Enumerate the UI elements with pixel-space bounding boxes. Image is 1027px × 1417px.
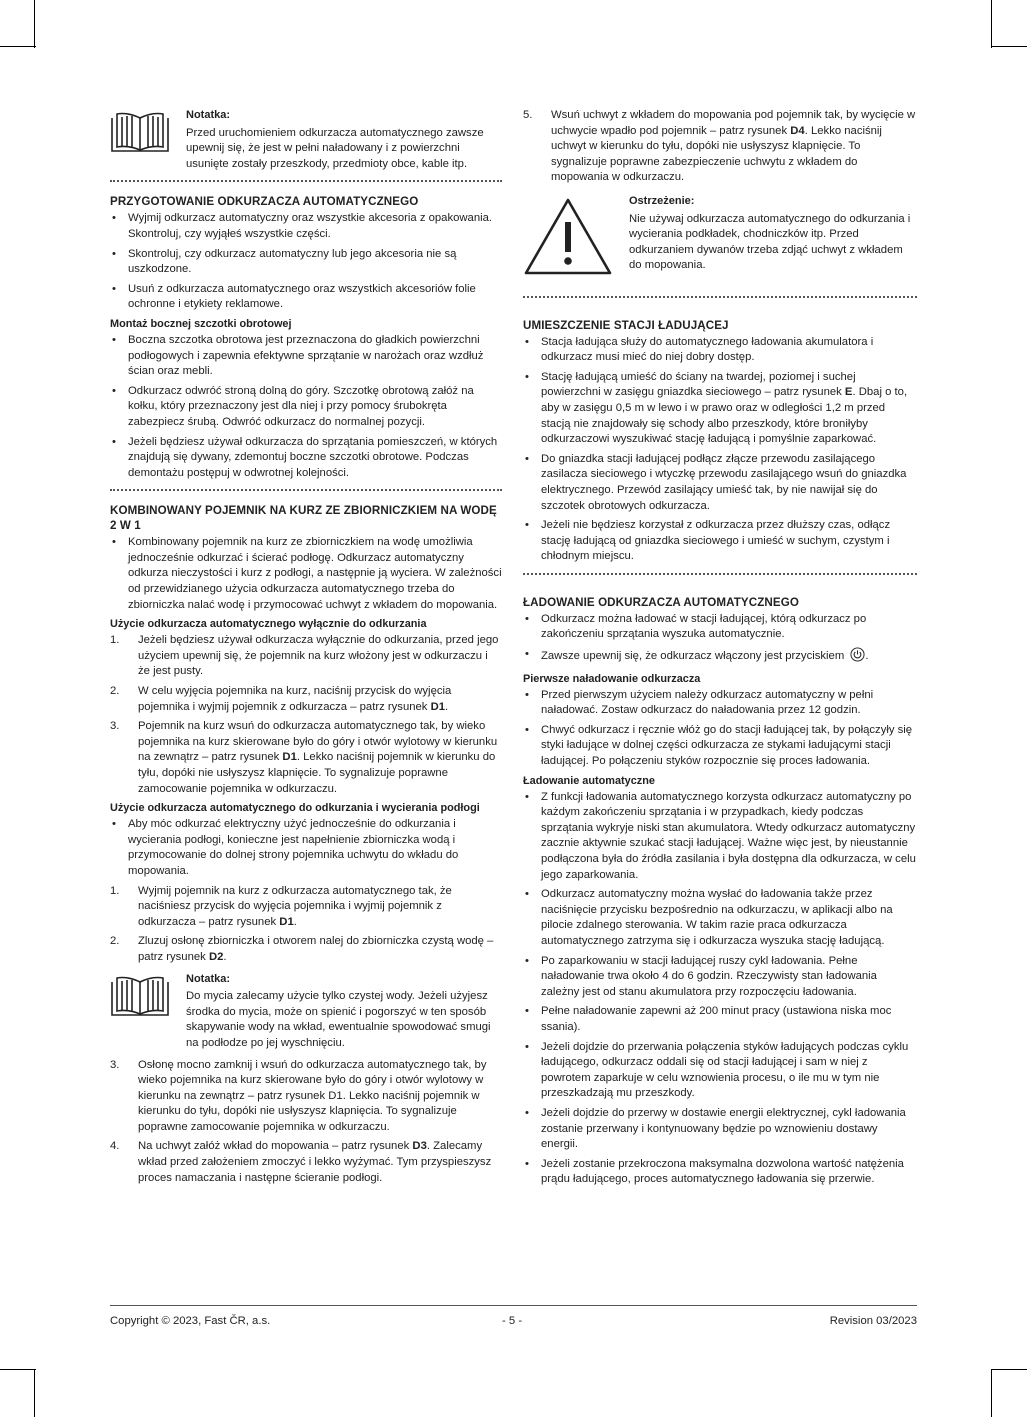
dotted-divider [523,296,917,298]
list-item [523,370,917,448]
list-item: • Do gniazdka stacji ładującej podłącz złącze przewodu zasilającego zasilacza sieciowego i wtyczkę przewodu zasilającego wsuń do gniazdka elektrycznego. Przewód zasilający umieść tak, by nie nawijał się do szczotek obrotowych odkurzacza. [523,452,917,514]
list-item: • Aby móc odkurzać elektryczny użyć jednocześnie do odkurzania i wycierania podłogi, konieczne jest napełnienie zbiorniczka wodą i przymocowanie do dolnej strony pojemnika uchwytu do wkładu do mopowania. [110,817,502,879]
step-text: Pojemnik na kurz wsuń do odkurzacza automatycznego tak, by wieko pojemnika na kurz skierowane było do góry i otwór wylotowy w kierunku na zewnątrz – patrz rysunek [138,720,498,764]
step-text: Wyjmij pojemnik na kurz z odkurzacza automatycznego tak, że naciśniesz przycisk do wyjęcia pojemnika i wyjmij pojemnik z odkurzacza – patrz rysunek [138,884,452,928]
list-item: • Jeżeli będziesz używał odkurzacza do sprzątania pomieszczeń, w których znajdują się dywany, zdemontuj boczne szczotki obrotowe. Podczas demontażu postępuj w odwrotnej kolejności. [110,435,502,482]
list-item: • Stacja ładująca służy do automatycznego ładowania akumulatora i odkurzacz musi mieć do niej dobry dostęp. [523,335,917,366]
note-text: Do mycia zalecamy użycie tylko czystej wody. Jeżeli użyjesz środka do mycia, może on spienić i pogorszyć w ten sposób skapywanie wody na wkład, ewentualnie spowodować smugi na podłodze po jej wyschnięciu. [186,990,491,1049]
step-text-after: . [293,915,297,928]
list-item [110,1058,502,1136]
step-text-after: . Zalecamy wkład przed założeniem zmoczyć i lekko wyżymać. Tym przyspieszysz proces namaczania i następne ścieranie podłogi. [138,1140,492,1184]
item-text: Stację ładującą umieść do ściany na twardej, poziomej i suchej powierzchni w zasięgu gniazdka sieciowego – patrz rysunek [541,370,856,399]
step-text-after: . Lekko naciśnij pojemnik w kierunku do tyłu, dopóki nie usłyszysz klapnięcie. To sygnalizuje poprawne zamocowanie pojemnika w odkurzaczu. [138,751,496,795]
step-text: Jeżeli będziesz używał odkurzacza wyłącznie do odkurzania, przed jego użyciem upewnij się, że pojemnik na kurz włożony jest w odkurzaczu i że jest pusty. [138,634,499,678]
step-number: 4. [110,1140,120,1153]
bullet-list [110,817,502,879]
list-item: • Odkurzacz odwróć stroną dolną do góry. Szczotkę obrotową załóż na kołku, który przeznaczony jest dla niej i przy pomocy śrubokręta zabezpiecz śrubą. Odwróć odkurzacz do normalnej pozycji. [110,384,502,431]
figure-ref: D1 [279,915,294,928]
power-icon [850,647,865,668]
crop-mark [991,1369,992,1417]
footer-copyright: Copyright © 2023, Fast ČR, a.s. [110,1315,271,1327]
book-icon [110,108,172,160]
list-item: • Odkurzacz automatyczny można wysłać do ładowania także przez naciśnięcie przycisku bezpośrednio na odkurzaczu, w aplikacji albo na pilocie zdalnego sterowania. W takim razie praca odkurzacza automatycznego zatrzyma się i odkurzacza wyszuka stację ładującą. [523,887,917,949]
bullet-list [523,790,917,1188]
list-item: • Usuń z odkurzacza automatycznego oraz wszystkich akcesoriów folie ochronne i etykiety reklamowe. [110,282,502,313]
list-item: • Jeżeli dojdzie do przerwy w dostawie energii elektrycznej, cykl ładowania zostanie przerwany i kontynuowany będzie po wznowieniu dostawy energii. [523,1106,917,1153]
section-heading: UMIESZCZENIE STACJI ŁADUJĄCEJ [523,318,729,332]
subsection-heading: Użycie odkurzacza automatycznego do odkurzania i wycierania podłogi [110,802,480,815]
left-column [110,108,502,1190]
page-footer [110,1305,917,1327]
footer-revision: Revision 03/2023 [829,1315,917,1327]
note-box [110,972,502,1052]
figure-ref: D1 [430,700,446,713]
step-number: 2. [110,685,120,698]
warning-text: Nie używaj odkurzacza automatycznego do odkurzania i wycierania podkładek, chodniczków itp. Przed odkurzaniem dywanów trzeba zdjąć uchwyt z wkładem do mopowania. [629,212,911,272]
bullet-list [110,333,502,481]
list-item: • Zawsze upewnij się, że odkurzacz włączony jest przyciskiem . [523,647,917,668]
item-text: Zawsze upewnij się, że odkurzacz włączony jest przyciskiem [541,650,845,663]
section-heading: KOMBINOWANY POJEMNIK NA KURZ ZE ZBIORNICZKIEM NA WODĘ 2 W 1 [110,504,497,533]
list-item [110,1139,502,1186]
numbered-list [110,1058,502,1187]
list-item: • Odkurzacz można ładować w stacji ładującej, którą odkurzacz po zakończeniu sprzątania wyszuka automatycznie. [523,612,917,643]
list-item [110,934,502,965]
item-text-after: . Dbaj o to, aby w zasięgu 0,5 m w lewo i w prawo oraz w odległości 1,2 m przed stacją nie znajdowały się schody albo przeszkody, które broniłyby odkurzaczowi wyszukiwać stację ładującą i pomyślnie zaparkować. [541,386,908,446]
bullet-list [110,535,502,613]
list-item: • Boczna szczotka obrotowa jest przeznaczona do gładkich powierzchni podłogowych i zapewnia efektywne sprzątanie w narożach oraz wzdłuż ścian oraz mebli. [110,333,502,380]
list-item: • Skontroluj, czy odkurzacz automatyczny lub jego akcesoria nie są uszkodzone. [110,247,502,278]
subsection-heading: Użycie odkurzacza automatycznego wyłącznie do odkurzania [110,618,427,631]
step-text-after: . Lekko naciśnij uchwyt w kierunku do tyłu, dopóki nie usłyszysz klapnięcie. To sygnalizuje poprawne zabezpieczenie uchwytu z wkładem do mopowania w odkurzaczu. [551,124,882,184]
list-item [523,108,917,186]
right-column [523,108,917,1192]
step-text: Na uchwyt załóż wkład do mopowania – patrz rysunek [138,1140,413,1153]
list-item: • Kombinowany pojemnik na kurz ze zbiorniczkiem na wodę umożliwia jednocześnie odkurzać i ścierać podłogę. Odkurzacz automatyczny odkurza nieczystości i kurz z podłogi, a następnie ją wyciera. W zależności od przewidzianego użycia odkurzacza automatycznego trzeba do zbiorniczka nalać wodę i przymocować uchwyt z wkładem do mopowania. [110,535,502,613]
subsection-heading: Pierwsze naładowanie odkurzacza [523,672,701,685]
dotted-divider [523,573,917,575]
warning-box [523,194,917,282]
figure-ref: D2 [208,950,224,963]
step-number: 2. [110,935,120,948]
crop-mark [991,1369,1027,1370]
note-box [110,108,502,172]
figure-ref: D1 [282,751,297,764]
figure-ref: D4 [790,124,805,137]
crop-mark [991,46,1027,47]
subsection-heading: Ładowanie automatyczne [523,774,655,787]
numbered-list [523,108,917,186]
page-number: - 5 - [502,1315,523,1327]
numbered-list [110,884,502,966]
list-item: • Po zaparkowaniu w stacji ładującej ruszy cykl ładowania. Pełne naładowanie trwa około 4 do 6 godzin. Rzeczywisty stan ładowania zależny jest od stanu akumulatora przy rozpoczęciu ładowania. [523,954,917,1001]
list-item: • Jeżeli nie będziesz korzystał z odkurzacza przez dłuższy czas, odłącz stację ładującą od gniazdka sieciowego i umieść w suchym, czystym i chłodnym miejscu. [523,518,917,565]
list-item: • Chwyć odkurzacz i ręcznie włóż go do stacji ładującej tak, by połączyły się styki ładujące w dolnej części odkurzacza ze stykami ładującymi stacji ładującej. Po połączeniu styków rozpocznie się proces ładowania. [523,723,917,770]
list-item: • Pełne naładowanie zapewni aż 200 minut pracy (ustawiona niska moc ssania). [523,1004,917,1035]
note-title: Notatka: [186,109,231,121]
step-number: 1. [110,884,120,897]
list-item: • Z funkcji ładowania automatycznego korzysta odkurzacz automatyczny po każdym zakończeniu sprzątania i w przypadkach, kiedy podczas sprzątania wykryje niski stan akumulatora. Wtedy odkurzacz automatyczny zacznie aktywnie szukać stacji ładującej. Ważne więc jest, by nieustannie podłączona była do źródła zasilania i była dostępna dla odkurzacza, w celu jego zaparkowania. [523,790,917,884]
bullet-list [523,335,917,565]
crop-mark [0,46,36,47]
step-text: W celu wyjęcia pojemnika na kurz, naciśnij przycisk do wyjęcia pojemnika i wyjmij pojemnik z odkurzacza – patrz rysunek [138,685,452,713]
list-item [110,633,502,680]
list-item: • Jeżeli dojdzie do przerwania połączenia styków ładujących podczas cyklu ładującego, odkurzacz oddali się od stacji ładującej i sam w niej z powrotem zaparkuje w celu wznowienia procesu, o ile mu w tym nie przeszkadzają mu przeszkody. [523,1040,917,1102]
crop-mark [0,1369,36,1370]
dotted-divider [110,489,502,491]
note-text: Przed uruchomieniem odkurzacza automatycznego zawsze upewnij się, że jest w pełni naładowany i z powierzchni usunięte zostały przeszkody, przedmioty obce, kable itp. [186,126,484,170]
bullet-list [110,211,502,313]
warning-icon [523,194,613,282]
step-number: 3. [110,1058,120,1071]
list-item [110,884,502,931]
numbered-list [110,633,502,797]
step-text: Wsuń uchwyt z wkładem do mopowania pod pojemnik tak, by wycięcie w uchwycie wpadło pod pojemnik – patrz rysunek [551,109,916,137]
figure-ref: D3 [412,1140,427,1153]
note-title: Notatka: [186,972,231,985]
step-text-after: . [223,950,227,963]
list-item: • Jeżeli zostanie przekroczona maksymalna dozwolona wartość natężenia prądu ładującego, proces automatycznego ładowania się przerwie. [523,1157,917,1188]
section-heading: PRZYGOTOWANIE ODKURZACZA AUTOMATYCZNEGO [110,195,419,209]
warning-title: Ostrzeżenie: [629,194,695,207]
list-item: • Wyjmij odkurzacz automatyczny oraz wszystkie akcesoria z opakowania. Skontroluj, czy wyjąłeś wszystkie części. [110,211,502,242]
bullet-list [523,688,917,770]
list-item: • Przed pierwszym użyciem należy odkurzacz automatyczny w pełni naładować. Zostaw odkurzacz do naładowania przez 12 godzin. [523,688,917,719]
step-number: 1. [110,634,120,647]
figure-ref: E [844,386,853,399]
list-item [110,684,502,715]
dotted-divider [110,180,502,182]
book-icon [110,972,172,1024]
step-number: 5. [523,109,533,121]
crop-mark [991,0,992,48]
subsection-heading: Montaż bocznej szczotki obrotowej [110,317,292,330]
step-number: 3. [110,720,120,733]
step-text: Zluzuj osłonę zbiorniczka i otworem nalej do zbiorniczka czystą wodę – patrz rysunek [138,935,494,963]
bullet-list [523,612,917,668]
section-heading: ŁADOWANIE ODKURZACZA AUTOMATYCZNEGO [523,595,799,609]
crop-mark [34,0,35,48]
step-text-after: . [445,700,449,713]
step-text: Osłonę mocno zamknij i wsuń do odkurzacza automatycznego tak, by wieko pojemnika na kurz skierowane było do góry i otwór wylotowy w kierunku na zewnątrz – patrz rysunek D1. Lekko naciśnij pojemnik w kierunku do tyłu, dopóki nie usłyszysz klapnięcia. To sygnalizuje poprawne zamocowanie pojemnika w odkurzaczu. [138,1058,487,1133]
list-item [110,719,502,797]
crop-mark [34,1369,35,1417]
